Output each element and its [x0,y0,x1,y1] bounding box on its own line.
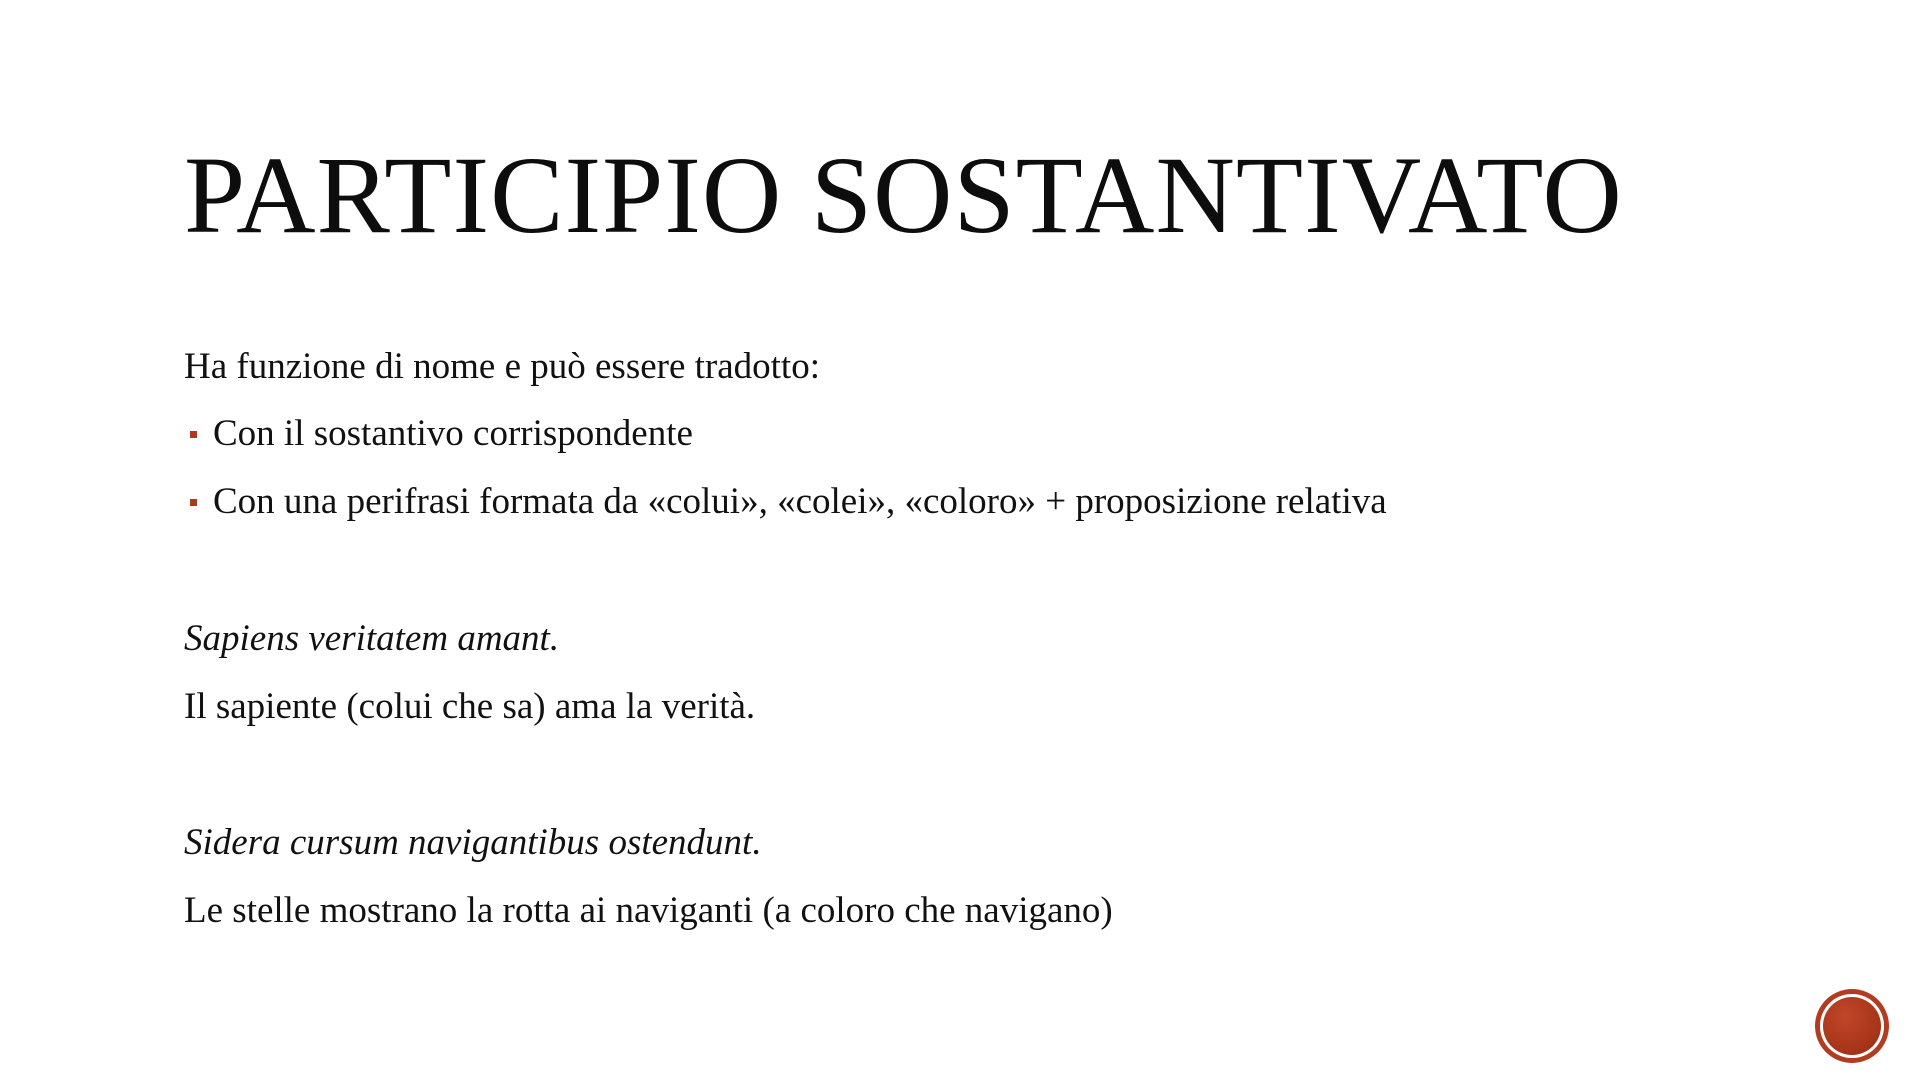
square-bullet-icon [190,431,197,438]
bullet-text: Con il sostantivo corrispondente [213,413,693,454]
example-translation-2: Le stelle mostrano la rotta ai naviganti (a coloro che navigano) [184,890,1113,931]
bullet-item-1 [190,412,693,456]
slide-title: PARTICIPIO SOSTANTIVATO [184,134,1623,256]
square-bullet-icon [190,499,197,506]
example-latin-1: Sapiens veritatem amant. [184,618,560,659]
bullet-text: Con una perifrasi formata da «colui», «colei», «coloro» + proposizione relativa [213,481,1387,522]
circle-nav-button[interactable] [1820,994,1884,1058]
example-translation-1: Il sapiente (colui che sa) ama la verità. [184,686,756,727]
bullet-item-2 [190,480,1387,524]
example-latin-2: Sidera cursum navigantibus ostendunt. [184,822,762,863]
intro-text: Ha funzione di nome e può essere tradotto: [184,346,820,387]
